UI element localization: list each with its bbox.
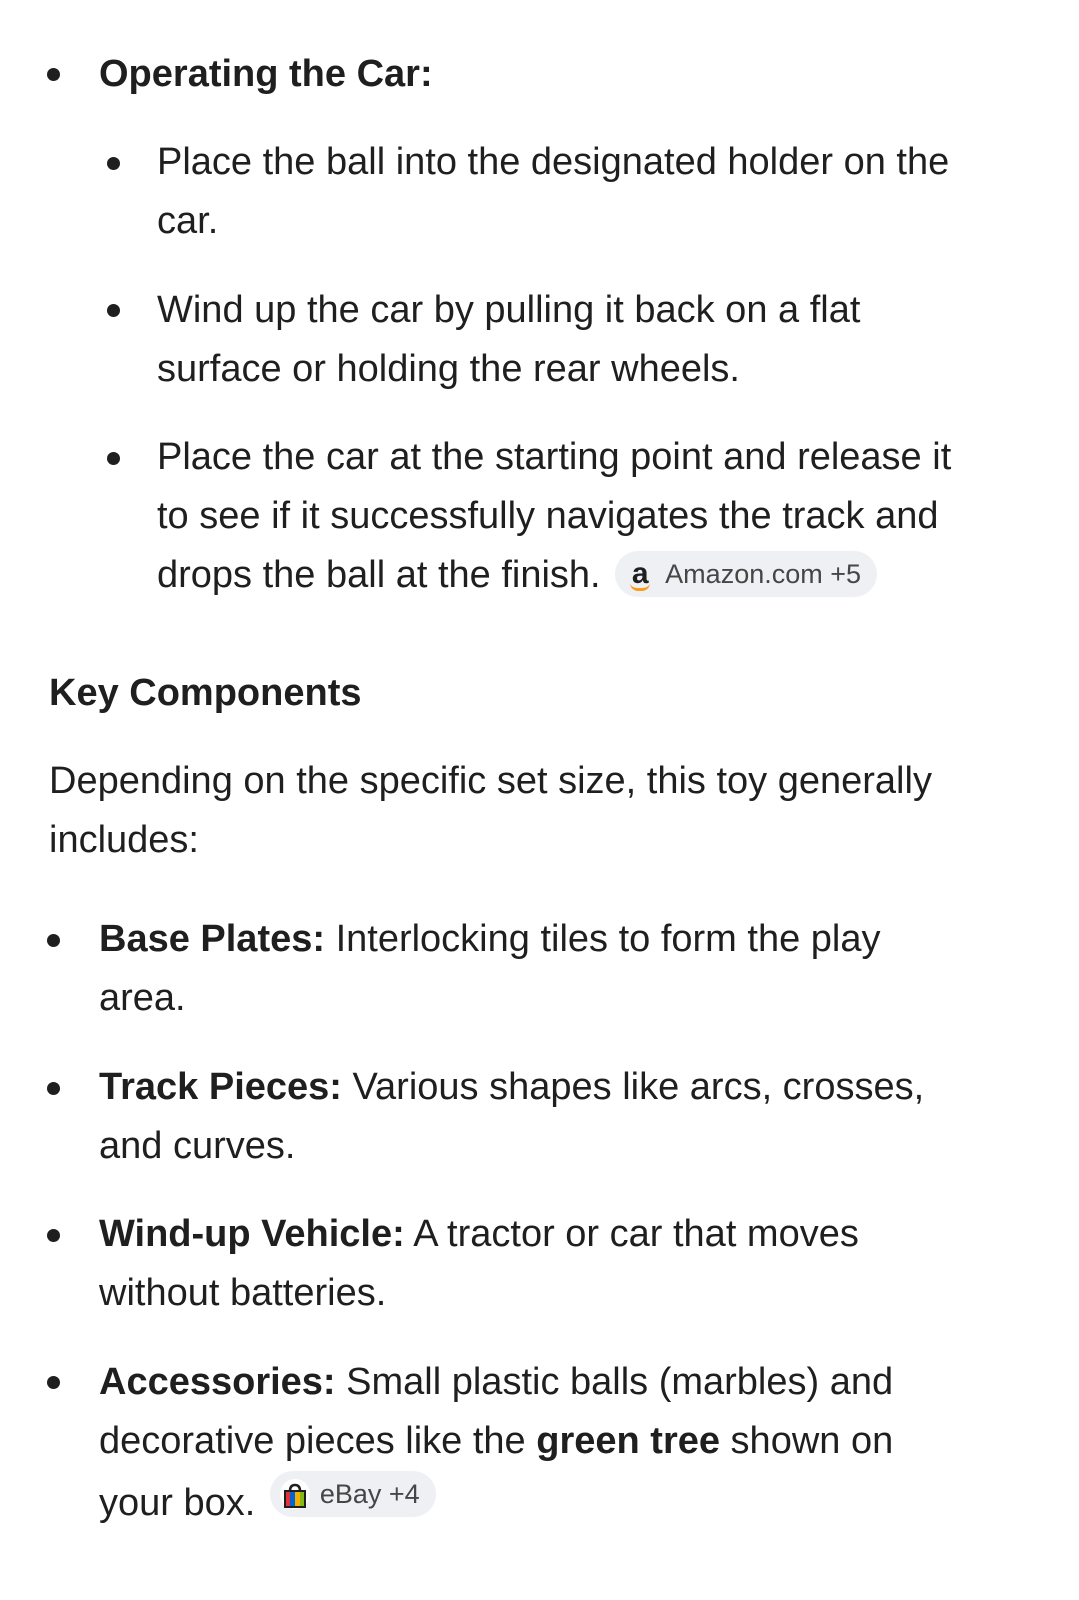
list-item: Wind up the car by pulling it back on a flat surface or holding the rear wheels. [157,289,861,390]
bullet-icon [47,1082,60,1095]
intro-paragraph: Depending on the specific set size, this toy generally includes: [49,760,932,861]
bullet-icon [107,452,120,465]
bullet-icon [47,934,60,947]
list-item: Wind-up Vehicle: A tractor or car that moves without batteries. [99,1213,859,1314]
source-chip-ebay[interactable]: eBay +4 [270,1471,436,1517]
bullet-icon [47,1229,60,1242]
ebay-bag-icon [280,1479,310,1509]
list-item: Accessories: Small plastic balls (marbles) and decorative pieces like the green tree shown on your box. eBay +4 [99,1361,894,1524]
list-item: Place the car at the starting point and release it to see if it successfully navigates the track and drops the ball at the finish. a Amazon.com +5 [157,436,952,596]
amazon-logo-icon: a [625,559,655,589]
bullet-icon [107,304,120,317]
bullet-icon [47,68,60,81]
section-title-operating: Operating the Car: [99,53,433,95]
bullet-icon [47,1376,60,1389]
section-heading-key-components: Key Components [49,672,362,714]
bullet-icon [107,157,120,170]
source-chip-amazon[interactable]: a Amazon.com +5 [615,551,877,597]
list-item: Track Pieces: Various shapes like arcs, crosses, and curves. [99,1066,925,1167]
list-item: Base Plates: Interlocking tiles to form the play area. [99,918,881,1019]
list-item: Place the ball into the designated holder on the car. [157,141,950,242]
